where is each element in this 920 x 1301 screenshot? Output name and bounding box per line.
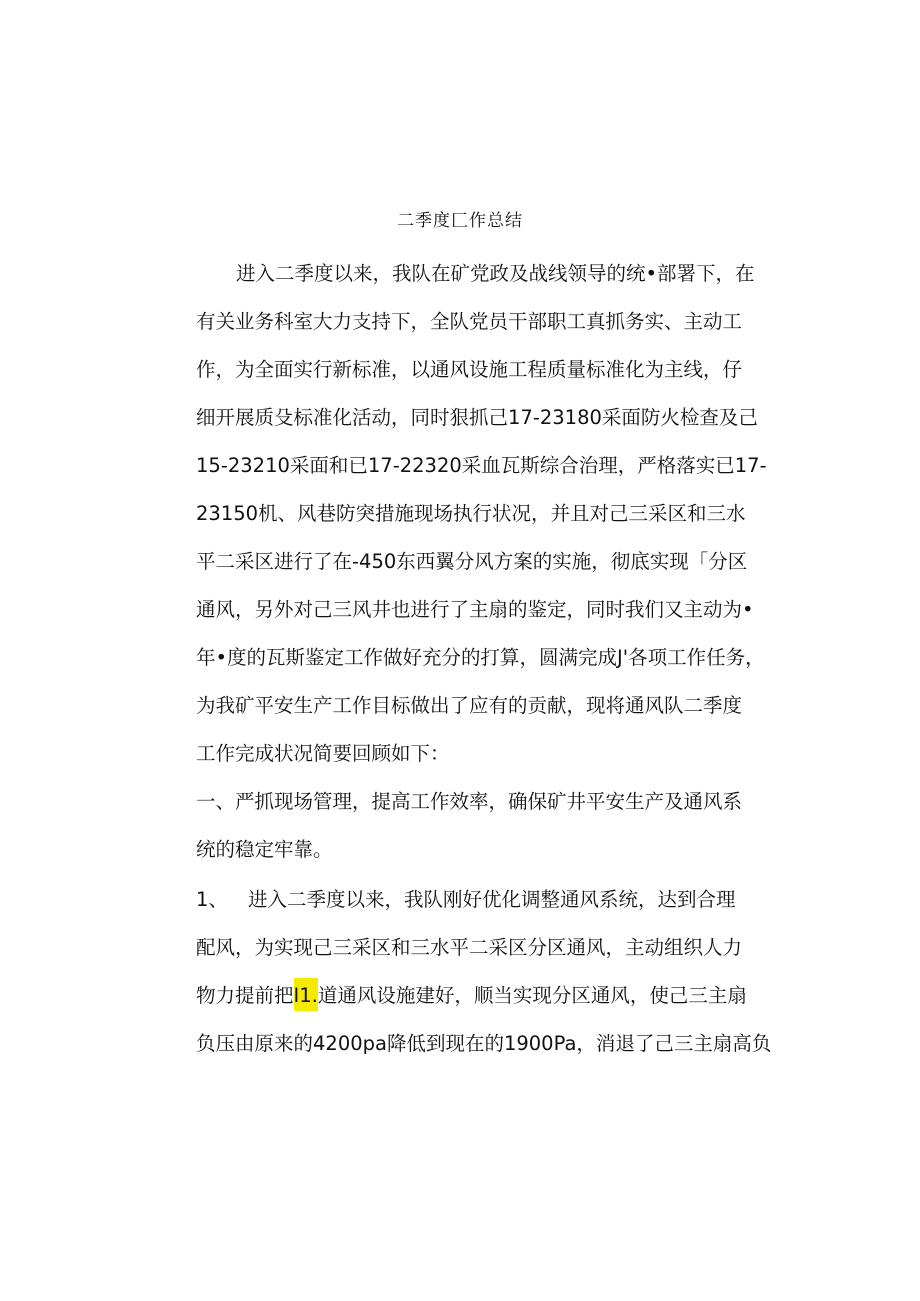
paragraph-line: 通风，另外对己三风井也进行了主扇的鉴定，同时我们又主动为• — [196, 598, 754, 621]
item-1-line — [196, 980, 747, 1008]
paragraph-line: 进入二季度以来，我队在矿党政及战线领导的统•部署下，在 — [236, 262, 755, 285]
paragraph-line: 作，为全面实行新标准，以通风设施工程质量标准化为主线，仔 — [196, 358, 743, 381]
paragraph-line: 有关业务科室大力支持下，全队党员干部职工真抓务实、主动工 — [196, 310, 743, 333]
item-1-line: 负压由原来的4200pa降低到现在的1900Pa，消退了己三主扇高负 — [196, 1032, 772, 1055]
section-heading-line: 统的稳定牢靠。 — [196, 838, 333, 861]
paragraph-line: 工作完成状况简要回顾如下： — [196, 742, 450, 765]
paragraph-line: 平二采区进行了在-450东西翼分风方案的实施，彻底实现「分区 — [196, 550, 748, 573]
highlighted-text: I1. — [294, 978, 318, 1011]
item-text: 道通风设施建好，顺当实现分区通风，使己三主扇 — [317, 984, 747, 1007]
paragraph-line: 23150机、风巷防突措施现场执行状况，并且对己三采区和三水 — [196, 502, 746, 525]
item-number: 1、 — [196, 888, 228, 911]
paragraph-line: 年•度的瓦斯鉴定工作做好充分的打算，圆满完成J'各项工作任务， — [196, 646, 765, 669]
section-heading-line: 一、严抓现场管理，提高工作效率，确保矿井平安生产及通风系 — [196, 790, 743, 813]
paragraph-line: 15-23210采面和已17-22320采血瓦斯综合治理，严格落实已17- — [196, 454, 767, 477]
item-text: 物力提前把 — [196, 984, 294, 1007]
document-title: 二季度匚作总结 — [397, 211, 523, 231]
paragraph-line: 细开展质殳标准化活动，同时狠抓己17-23180采面防火检查及己 — [196, 406, 758, 429]
item-1-line — [196, 884, 736, 912]
item-1-line: 配风，为实现己三采区和三水平二采区分区通风，主动组织人力 — [196, 936, 743, 959]
item-text: 进入二季度以来，我队刚好优化调整通风系统，达到合理 — [248, 888, 736, 911]
paragraph-line: 为我矿平安生产工作目标做出了应有的贡献，现将通风队二季度 — [196, 694, 743, 717]
